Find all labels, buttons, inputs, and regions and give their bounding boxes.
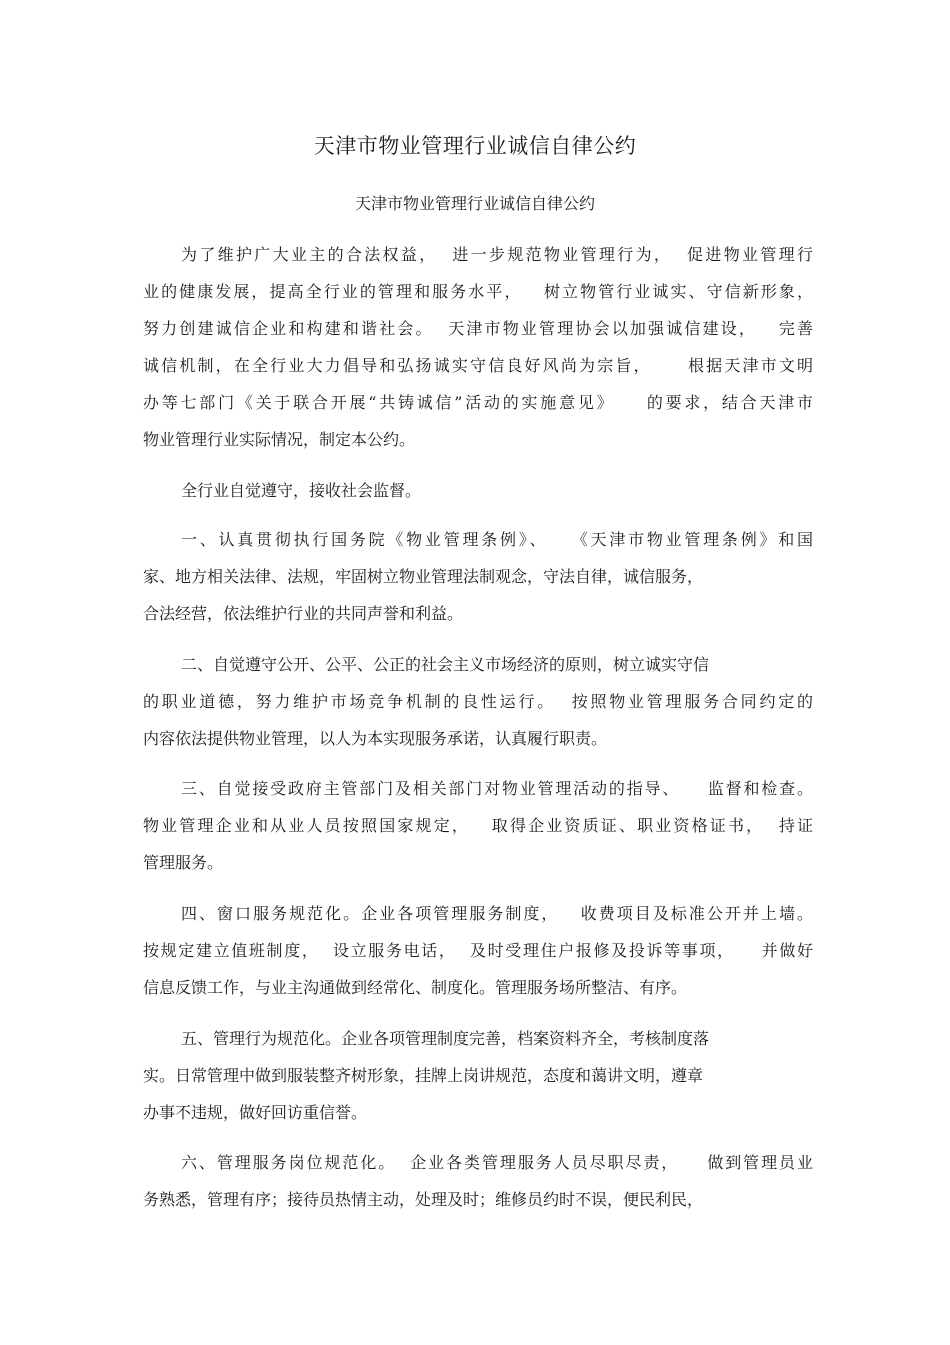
paragraph-article-2: [143, 646, 813, 757]
text-line: 按规定建立值班制度， 设立服务电话， 及时受理住户报修及投诉等事项， 并做好: [143, 941, 813, 960]
text-line: 家、地方相关法律、法规，牢固树立物业管理法制观念，守法自律，诚信服务，: [143, 567, 704, 586]
text-line: 管理服务。: [143, 853, 224, 872]
text-line: 全行业自觉遵守，接收社会监督。: [181, 481, 422, 500]
text-line: 诚信机制，在全行业大力倡导和弘扬诚实守信良好风尚为宗旨， 根据天津市文明: [143, 356, 813, 375]
paragraph-article-4: [143, 895, 813, 1006]
text-line: 六、管理服务岗位规范化。 企业各类管理服务人员尽职尽责， 做到管理员业: [181, 1153, 813, 1172]
text-line: 三、自觉接受政府主管部门及相关部门对物业管理活动的指导、 监督和检查。: [181, 779, 813, 798]
text-line: 四、窗口服务规范化。企业各项管理服务制度， 收费项目及标准公开并上墙。: [181, 904, 813, 923]
text-line: 二、自觉遵守公开、公平、公正的社会主义市场经济的原则，树立诚实守信: [181, 655, 710, 674]
page-title: 天津市物业管理行业诚信自律公约: [313, 134, 637, 158]
text-line: 五、管理行为规范化。企业各项管理制度完善，档案资料齐全，考核制度落: [181, 1029, 710, 1048]
text-line: 物业管理企业和从业人员按照国家规定， 取得企业资质证、职业资格证书， 持证: [143, 816, 813, 835]
paragraph-article-1: [143, 521, 813, 632]
text-line: 办等七部门《关于联合开展“共铸诚信”活动的实施意见》 的要求，结合天津市: [143, 393, 813, 412]
text-line: 努力创建诚信企业和构建和谐社会。 天津市物业管理协会以加强诚信建设， 完善: [143, 319, 813, 338]
paragraph-article-6: [143, 1144, 813, 1218]
text-line: 物业管理行业实际情况，制定本公约。: [143, 430, 416, 449]
document-subtitle: 天津市物业管理行业诚信自律公约: [354, 194, 595, 213]
text-line: 一、认真贯彻执行国务院《物业管理条例》、 《天津市物业管理条例》和国: [181, 530, 813, 549]
paragraph-compliance: [143, 472, 813, 509]
text-line: 合法经营，依法维护行业的共同声誉和利益。: [143, 604, 464, 623]
text-line: 业的健康发展，提高全行业的管理和服务水平， 树立物管行业诚实、守信新形象，: [143, 282, 813, 301]
text-line: 信息反馈工作，与业主沟通做到经常化、制度化。管理服务场所整洁、有序。: [143, 978, 688, 997]
text-line: 的职业道德，努力维护市场竞争机制的良性运行。 按照物业管理服务合同约定的: [143, 692, 813, 711]
text-line: 务熟悉，管理有序；接待员热情主动，处理及时；维修员约时不误，便民利民，: [143, 1190, 704, 1209]
paragraph-preamble: [143, 236, 813, 458]
paragraph-article-3: [143, 770, 813, 881]
text-line: 为了维护广大业主的合法权益， 进一步规范物业管理行为， 促进物业管理行: [181, 245, 813, 264]
paragraph-article-5: [143, 1020, 813, 1131]
text-line: 办事不违规，做好回访重信誉。: [143, 1103, 368, 1122]
text-line: 内容依法提供物业管理，以人为本实现服务承诺，认真履行职责。: [143, 729, 608, 748]
text-line: 实。日常管理中做到服装整齐树形象，挂牌上岗讲规范，态度和蔼讲文明，遵章: [143, 1066, 704, 1085]
